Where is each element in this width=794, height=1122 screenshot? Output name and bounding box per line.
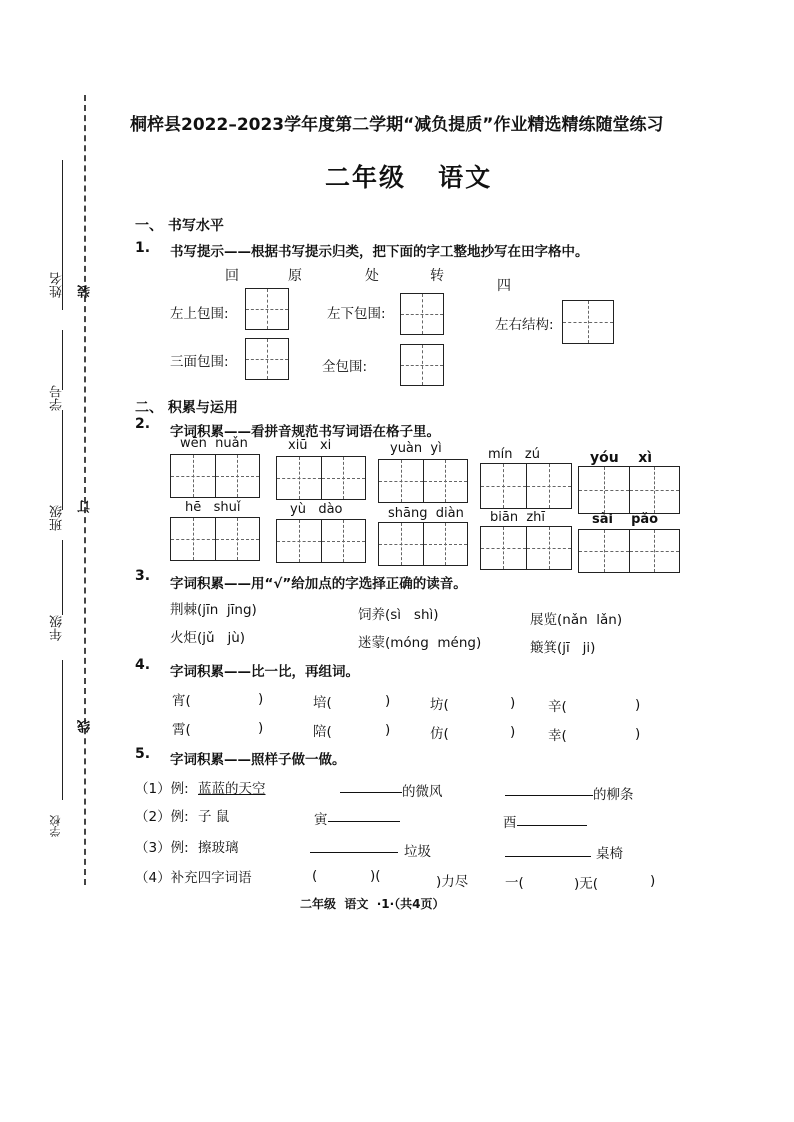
category-bottom-left: 左下包围: — [327, 306, 386, 322]
word-box-bianzhi[interactable] — [480, 526, 572, 570]
page-subtitle: 二年级 语文 — [325, 163, 493, 192]
q5-item3-blank-a[interactable] — [310, 838, 398, 853]
q3-word: 迷蒙 — [358, 635, 385, 651]
binding-mark-ding: 订 — [78, 500, 93, 513]
q5-item1-suffix-a: 的微风 — [402, 784, 443, 800]
binding-dashed-line — [84, 95, 86, 885]
q3-item-zhanlan — [530, 608, 622, 628]
q4-pei1: 培( — [313, 695, 332, 711]
student-id-label: 学号 — [50, 385, 65, 411]
q5-item4-label: （4）补充四字词语 — [135, 870, 252, 886]
q3-word: 荆棘 — [170, 602, 197, 618]
q5-item2-prefix-a: 寅 — [314, 812, 328, 828]
q5-item3-label: （3）例: — [135, 840, 189, 856]
q4-xiao1: 宵( — [172, 693, 191, 709]
q2-number: 2. — [135, 416, 151, 432]
char-chu: 处 — [365, 268, 379, 284]
q5-item2-blank-a[interactable] — [328, 807, 400, 822]
q3-number: 3. — [135, 568, 151, 584]
student-id-line — [62, 330, 63, 390]
q3-word: 火炬 — [170, 630, 197, 646]
q2-text: 字词积累——看拼音规范书写词语在格子里。 — [170, 424, 440, 440]
q5-item2-label: （2）例: — [135, 809, 189, 825]
char-si: 四 — [497, 278, 511, 294]
word-box-shangdian[interactable] — [378, 522, 468, 566]
q3-options[interactable]: (jǔ jù) — [197, 630, 246, 646]
q4-close: ) — [635, 726, 641, 742]
q4-pei2: 陪( — [313, 724, 332, 740]
q5-item1-blank-b[interactable] — [505, 781, 593, 796]
q3-text: 字词积累——用“√”给加点的字选择正确的读音。 — [170, 576, 467, 592]
word-box-minzu[interactable] — [480, 463, 572, 509]
q4-close: ) — [510, 695, 516, 711]
q4-number: 4. — [135, 657, 151, 673]
q4-fang2: 仿( — [430, 726, 449, 742]
q5-item3-suffix-a: 垃圾 — [404, 844, 431, 860]
q3-options[interactable]: (sì shì) — [385, 607, 439, 623]
class-line — [62, 410, 63, 510]
q5-item1-blank-a[interactable] — [340, 778, 402, 793]
q4-close: ) — [510, 724, 516, 740]
q5-item3-blank-b[interactable] — [505, 842, 591, 857]
word-box-xiuxi[interactable] — [276, 456, 366, 500]
pinyin-wennuan: wēn nuǎn — [180, 436, 248, 451]
pinyin-bianzhi: biān zhī — [490, 510, 546, 525]
category-full: 全包围: — [322, 359, 368, 375]
pinyin-shangdian: shāng diàn — [388, 506, 464, 521]
q5-number: 5. — [135, 746, 151, 762]
q1-number: 1. — [135, 240, 151, 256]
q3-word: 饲养 — [358, 607, 385, 623]
pinyin-saipao: sài pǎo — [592, 512, 659, 527]
q5-item4-part: )无( — [574, 876, 599, 892]
q5-item1-suffix-b: 的柳条 — [593, 787, 634, 803]
name-label: 姓名 — [50, 272, 65, 298]
q3-item-siyang — [358, 603, 439, 623]
q5-item3-example: 擦玻璃 — [198, 840, 239, 856]
q3-word: 展览 — [530, 612, 557, 628]
q5-item1-example: 蓝蓝的天空 — [198, 781, 266, 797]
grid-box-full[interactable] — [400, 344, 444, 386]
char-hui: 回 — [225, 268, 239, 284]
q4-close: ) — [635, 697, 641, 713]
q5-item1-label: （1）例: — [135, 781, 189, 797]
grid-box-bottom-left[interactable] — [400, 293, 444, 335]
q5-item4-part: 一( — [505, 875, 524, 891]
pinyin-yudao: yù dào — [290, 502, 343, 517]
pinyin-heshui: hē shuǐ — [185, 500, 241, 515]
q5-item2-prefix-b: 酉 — [503, 815, 517, 831]
q5-item4-part: ) — [650, 873, 656, 889]
q3-options[interactable]: (jī ji) — [557, 640, 596, 656]
section-2-heading: 二、 积累与运用 — [135, 400, 238, 416]
q5-item4-part: ( — [312, 868, 318, 884]
q5-item3-suffix-b: 桌椅 — [596, 846, 623, 862]
grade-line — [62, 540, 63, 615]
q5-item4-part: )( — [370, 868, 381, 884]
word-box-wennuan[interactable] — [170, 454, 260, 498]
category-top-left: 左上包围: — [170, 306, 229, 322]
class-label: 班级 — [50, 505, 65, 531]
school-line — [62, 660, 63, 800]
q3-item-mimeng — [358, 631, 481, 651]
binding-mark-zhuang: 装 — [78, 285, 93, 298]
school-label: 学校 — [49, 815, 62, 837]
pinyin-xiuxi: xiū xi — [288, 438, 332, 453]
q5-item2-blank-b[interactable] — [517, 811, 587, 826]
category-three-side: 三面包围: — [170, 354, 229, 370]
q5-text: 字词积累——照样子做一做。 — [170, 752, 346, 768]
char-zhuan: 转 — [430, 268, 444, 284]
q3-options[interactable]: (nǎn lǎn) — [557, 612, 623, 628]
q4-close: ) — [385, 722, 391, 738]
grid-box-three-side[interactable] — [245, 338, 289, 380]
pinyin-yuanyi: yuàn yì — [390, 441, 442, 456]
page-title: 桐梓县2022–2023学年度第二学期“减负提质”作业精选精练随堂练习 — [130, 115, 664, 135]
q4-close: ) — [385, 693, 391, 709]
q3-word: 簸箕 — [530, 640, 557, 656]
q4-text: 字词积累——比一比，再组词。 — [170, 664, 359, 680]
q3-options[interactable]: (jīn jīng) — [197, 602, 257, 618]
q3-item-boji — [530, 636, 595, 656]
word-box-yudao[interactable] — [276, 519, 366, 563]
q5-item4-part: )力尽 — [436, 874, 469, 890]
q4-xin1: 辛( — [548, 699, 567, 715]
word-box-yuanyi[interactable] — [378, 459, 468, 503]
binding-mark-xian: 线 — [78, 720, 93, 733]
q3-options[interactable]: (móng méng) — [385, 635, 482, 651]
grid-box-left-right[interactable] — [562, 300, 614, 344]
word-box-heshui[interactable] — [170, 517, 260, 561]
q5-item2-example: 子 鼠 — [198, 809, 230, 825]
q4-fang1: 坊( — [430, 697, 449, 713]
grid-box-top-left[interactable] — [245, 288, 289, 330]
pinyin-youxi: yóu xì — [590, 450, 653, 466]
q4-close: ) — [258, 720, 264, 736]
word-box-saipao[interactable] — [578, 529, 680, 573]
category-left-right: 左右结构: — [495, 317, 554, 333]
q4-close: ) — [258, 691, 264, 707]
q3-item-jingji — [170, 598, 257, 618]
grade-label: 年级 — [50, 615, 65, 641]
q4-xing2: 幸( — [548, 728, 567, 744]
pinyin-minzu: mín zú — [488, 447, 540, 462]
section-1-heading: 一、 书写水平 — [135, 218, 224, 234]
q1-text: 书写提示——根据书写提示归类，把下面的字工整地抄写在田字格中。 — [170, 244, 589, 260]
page-footer: 二年级 语文 ·1·（共4页） — [300, 897, 445, 911]
char-yuan: 原 — [288, 268, 302, 284]
q3-item-huoju — [170, 626, 245, 646]
q4-xiao2: 霄( — [172, 722, 191, 738]
word-box-youxi[interactable] — [578, 466, 680, 514]
